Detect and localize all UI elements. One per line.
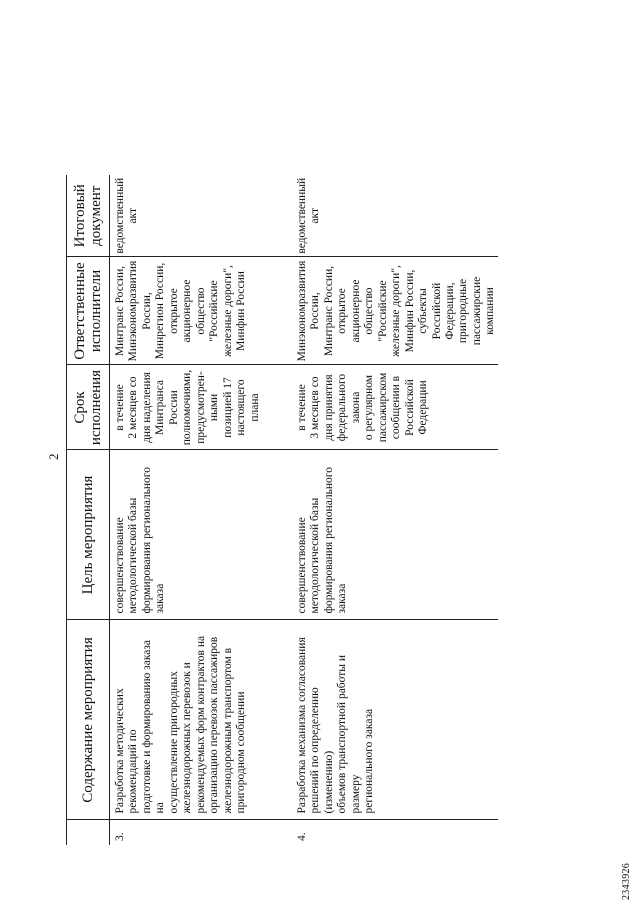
- header-term-label: Срок исполнения: [71, 369, 104, 446]
- row-term: [292, 365, 498, 450]
- row-document: [292, 175, 498, 257]
- document-code: 2343926: [621, 862, 632, 900]
- row-number: 4.: [296, 832, 308, 841]
- row-goal: [292, 450, 498, 620]
- header-goal: Цель мероприятия: [67, 450, 110, 620]
- header-content: Содержание мероприятия: [67, 620, 110, 820]
- row-term: [110, 365, 293, 450]
- row-document-text: ведомственный акт: [114, 177, 140, 254]
- header-responsible-label: Ответственные исполнители: [71, 262, 104, 360]
- row-document: [110, 175, 293, 257]
- row-term-text: в течение 3 месяцев со дня принятия федерального закона о регулярном пассажирском сообщении в Российской Федерации: [296, 372, 430, 443]
- row-term-text: в течение 2 месяцев со дня наделения Минтранса России полномочиями, предусмотрен- ными позицией 17 настоящего плана: [114, 369, 261, 446]
- row-responsible: [110, 257, 293, 365]
- header-number: [67, 820, 110, 845]
- row-goal-text: совершенствование методологической базы формирования регионального заказа: [296, 467, 349, 614]
- measures-table: [66, 175, 498, 845]
- row-responsible: [292, 257, 498, 365]
- page-number: 2: [46, 453, 61, 460]
- table-row: [110, 175, 293, 845]
- row-content: [292, 620, 498, 820]
- header-responsible: [67, 257, 110, 365]
- row-content-text: Разработка механизма согласования решений по определению (изменению) объемов транспортной работы и размеру регионального заказа: [296, 637, 376, 814]
- table-row: [292, 175, 498, 845]
- table-header-row: [67, 175, 110, 845]
- row-goal-text: совершенствование методологической базы формирования регионального заказа: [114, 467, 167, 614]
- row-number: 3.: [114, 832, 126, 841]
- row-content-text: Разработка методических рекомендаций по подготовке и формированию заказа на осуществление пригородных железнодорожных перевозок и рекомендуемых форм контрактов на организацию перевозок пассажиров железнодорожным транспортом в пригородном сообщении: [114, 635, 248, 814]
- header-term: [67, 365, 110, 450]
- row-document-text: ведомственный акт: [296, 177, 322, 254]
- row-content: [110, 620, 293, 820]
- header-document: [67, 175, 110, 257]
- header-document-label: Итоговый документ: [71, 184, 104, 248]
- row-goal: [110, 450, 293, 620]
- row-responsible-text: Минтранс России, Минэкономразвития России, Минрегион России, открытое акционерное общество "Российские железные дороги", Минфин России: [114, 260, 248, 362]
- row-responsible-text: Минэкономразвития России, Минтранс России, открытое акционерное общество "Российские железные дороги", Минфин России, субъекты Российской Федерации, пригородные пассажирские компании: [296, 260, 497, 362]
